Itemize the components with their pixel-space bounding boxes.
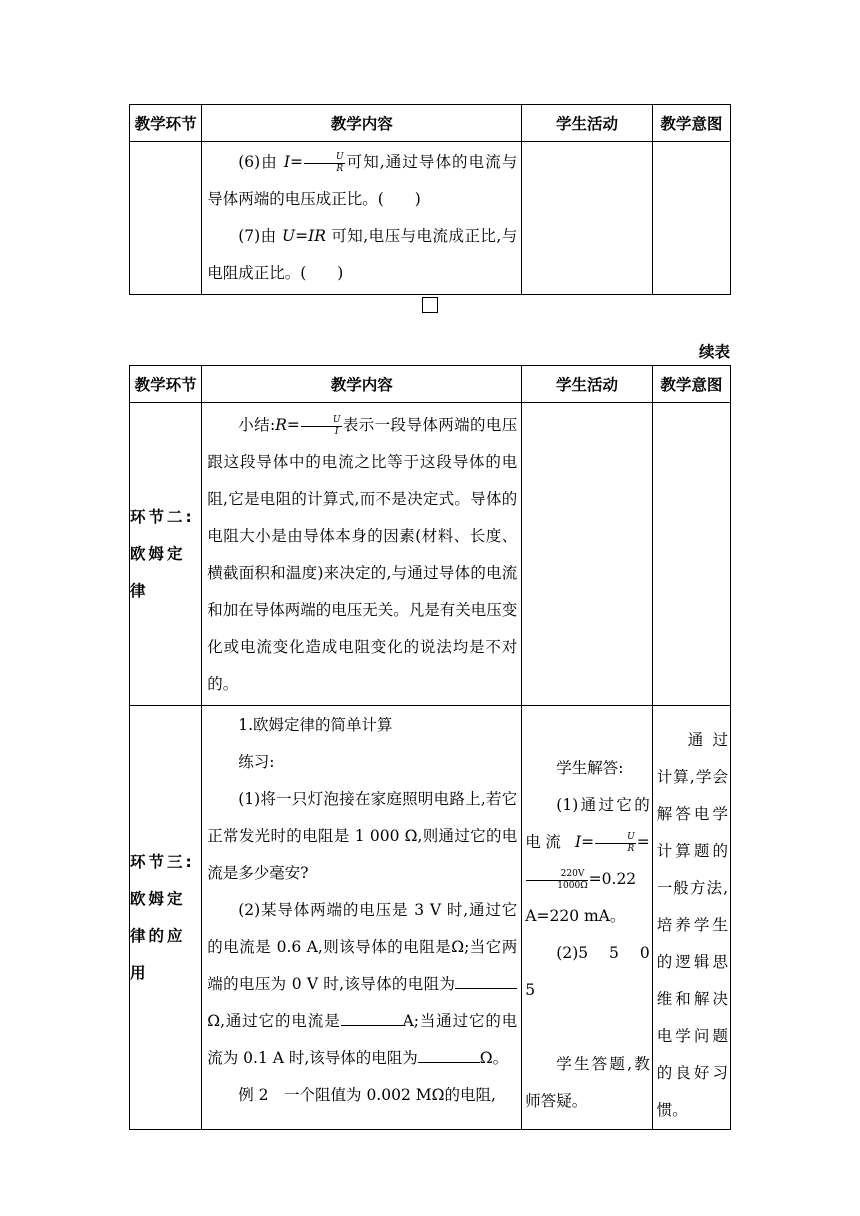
activity-cell-empty [522,142,652,295]
intent-cell-empty [652,142,730,295]
student-answer-3: 学生答题,教师答疑。 [525,1055,650,1110]
student-answer-1: (1)通过它的电流 I= $\frac{U}{R}$ = $\frac{220V}{1000\Omega}$ =0.22 A=220 mA。 [525,796,650,925]
teaching-intent: 通过计算,学会解答电学计算题的一般方法,培养学生的逻辑思维和解决电学问题的良好习惯。 [656,731,728,1119]
lesson-table-part1 [129,104,731,295]
table-header-row [130,366,731,403]
calc-heading: 1.欧姆定律的简单计算 [238,716,393,734]
fraction-u-over-r: $\frac{U}{R}$ [304,153,345,174]
stage-cell-empty [130,142,202,295]
fraction-220v-over-1000ohm: $\frac{220V}{1000\Omega}$ [526,870,587,891]
stage-label-section2: 环节二:欧姆定律 [130,403,202,706]
intent-cell-empty [652,403,730,706]
question-6: (6)由 I= $\frac{U}{R}$ 可知,通过导体的电流与导体两端的电压成正比。( ) [207,151,518,208]
header-student-activity: 学生活动 [522,366,652,403]
table-row [130,142,731,295]
question-7: (7)由 U=IR 可知,电压与电流成正比,与电阻成正比。( ) [207,227,518,282]
intent-cell-section3 [652,706,730,1130]
practice-2: (2)某导体两端的电压是 3 V 时,通过它的电流是 0.6 A,则该导体的电阻是Ω;当它两端的电压为 0 V 时,该导体的电阻为Ω,通过它的电流是 A;当通过它的电流为 0.1 A 时,该导体的电阻为 Ω。 [207,901,518,1067]
lesson-table-part2 [129,365,731,1130]
example-2: 例 2 一个阻值为 0.002 MΩ的电阻, [238,1086,496,1104]
table-header-row [130,105,731,142]
table-row-section2 [130,403,731,706]
fraction-u-over-r: $\frac{U}{R}$ [595,833,636,854]
student-answer-intro: 学生解答: [556,759,624,777]
header-stage: 教学环节 [130,105,202,142]
continued-label: 续表 [698,343,730,361]
answer-blank [455,974,517,989]
header-intent: 教学意图 [652,366,730,403]
content-cell [202,142,522,295]
practice-label: 练习: [238,753,275,771]
header-content: 教学内容 [202,366,522,403]
header-stage: 教学环节 [130,366,202,403]
header-content: 教学内容 [202,105,522,142]
student-answer-2: (2)5 5 0 5 [525,944,666,999]
content-cell-section3 [202,706,522,1130]
activity-cell-section3 [522,706,666,1130]
practice-1: (1)将一只灯泡接在家庭照明电路上,若它正常发光时的电阻是 1 000 Ω,则通过它的电流是多少毫安? [207,790,518,882]
summary-paragraph: 小结:R= $\frac{U}{I}$ 表示一段导体两端的电压跟这段导体中的电流之比等于这段导体的电阻,它是电阻的计算式,而不是决定式。导体的电阻大小是由导体本身的因素(材料、长度、横截面积和温度)来决定的,与通过导体的电流和加在导体两端的电压无关。凡是有关电压变化或电流变化造成电阻变化的说法均是不对的。 [207,414,518,693]
header-student-activity: 学生活动 [522,105,652,142]
activity-cell-empty [522,403,652,706]
table-row-section3 [130,706,731,1130]
content-cell-section2 [202,403,522,706]
stage-label-section3: 环节三:欧姆定律的应用 [130,706,202,1130]
answer-blank [418,1048,480,1063]
header-intent: 教学意图 [652,105,730,142]
page-break-marker [422,297,438,313]
answer-blank [341,1011,403,1026]
fraction-u-over-i: $\frac{U}{I}$ [301,416,342,437]
